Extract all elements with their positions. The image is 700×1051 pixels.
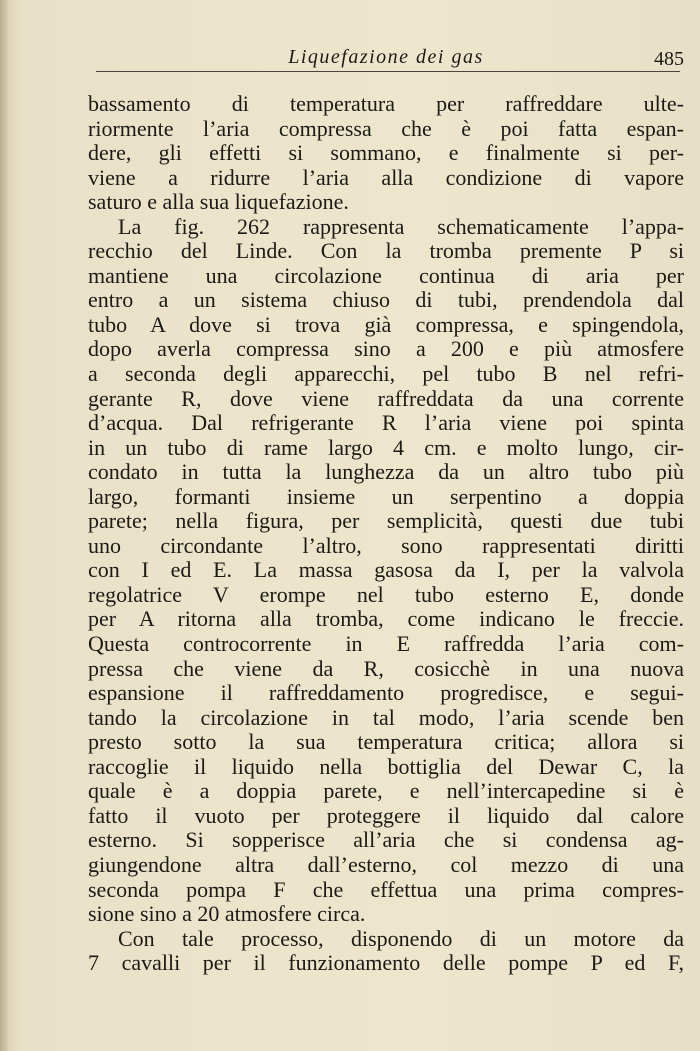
text-line: giungendone altra dall’esterno, col mezzo di una [88, 851, 684, 877]
header-rule [96, 71, 680, 72]
text-line: tubo A dove si trova già compressa, e spingendola, [88, 311, 684, 337]
text-line: gerante R, dove viene raffreddata da una corrente [88, 385, 684, 411]
text-line: 7 cavalli per il funzionamento delle pompe P ed F, [88, 950, 684, 976]
text-line: tando la circolazione in tal modo, l’aria scende ben [88, 704, 684, 730]
running-head [88, 40, 684, 80]
text-line: per A ritorna alla tromba, come indicano le freccie. [88, 606, 684, 632]
text-line: con I ed E. La massa gasosa da I, per la valvola [88, 557, 684, 583]
text-line: La fig. 262 rappresenta schematicamente l’appa- [118, 213, 684, 239]
running-title: Liquefazione dei gas [288, 46, 484, 68]
text-line: viene a ridurre l’aria alla condizione di vapore [88, 164, 684, 190]
text-line: parete; nella figura, per semplicità, questi due tubi [88, 508, 684, 534]
page-number: 485 [654, 48, 684, 70]
text-line: Questa controcorrente in E raffredda l’aria com- [88, 631, 684, 657]
text-line: fatto il vuoto per proteggere il liquido dal calore [88, 802, 684, 828]
text-line: a seconda degli apparecchi, pel tubo B nel refri- [88, 361, 684, 387]
text-line: pressa che viene da R, cosicchè in una nuova [88, 655, 684, 681]
text-line: uno circondante l’altro, sono rappresentati diritti [88, 532, 684, 558]
text-line: Con tale processo, disponendo di un motore da [118, 925, 684, 951]
text-line: esterno. Si sopperisce all’aria che si condensa ag- [88, 827, 684, 853]
page-binding-edge [0, 0, 8, 1051]
text-line: presto sotto la sua temperatura critica; allora si [88, 729, 684, 755]
text-line: saturo e alla sua liquefazione. [88, 189, 349, 215]
text-line: espansione il raffreddamento progredisce, e segui- [88, 680, 684, 706]
text-line: in un tubo di rame largo 4 cm. e molto lungo, cir- [88, 434, 684, 460]
text-line: quale è a doppia parete, e nell’intercapedine si è [88, 778, 684, 804]
text-line: regolatrice V erompe nel tubo esterno E, donde [88, 581, 684, 607]
text-line: dopo averla compressa sino a 200 e più atmosfere [88, 336, 684, 362]
text-line: raccoglie il liquido nella bottiglia del Dewar C, la [88, 753, 684, 779]
text-line: riormente l’aria compressa che è poi fatta espan- [88, 115, 684, 141]
text-line: d’acqua. Dal refrigerante R l’aria viene poi spinta [88, 410, 684, 436]
text-line: entro a un sistema chiuso di tubi, prendendola dal [88, 287, 684, 313]
text-line: condato in tutta la lunghezza da un altro tubo più [88, 459, 684, 485]
text-line: recchio del Linde. Con la tromba premente P si [88, 238, 684, 264]
text-line: sione sino a 20 atmosfere circa. [88, 901, 366, 927]
text-line: bassamento di temperatura per raffreddare ulte- [88, 91, 684, 116]
text-line: seconda pompa F che effettua una prima compres- [88, 876, 684, 902]
text-line: mantiene una circolazione continua di aria per [88, 262, 684, 288]
body-text [88, 92, 684, 976]
text-line: dere, gli effetti si sommano, e finalmente si per- [88, 140, 684, 166]
text-line: largo, formanti insieme un serpentino a doppia [88, 483, 684, 509]
